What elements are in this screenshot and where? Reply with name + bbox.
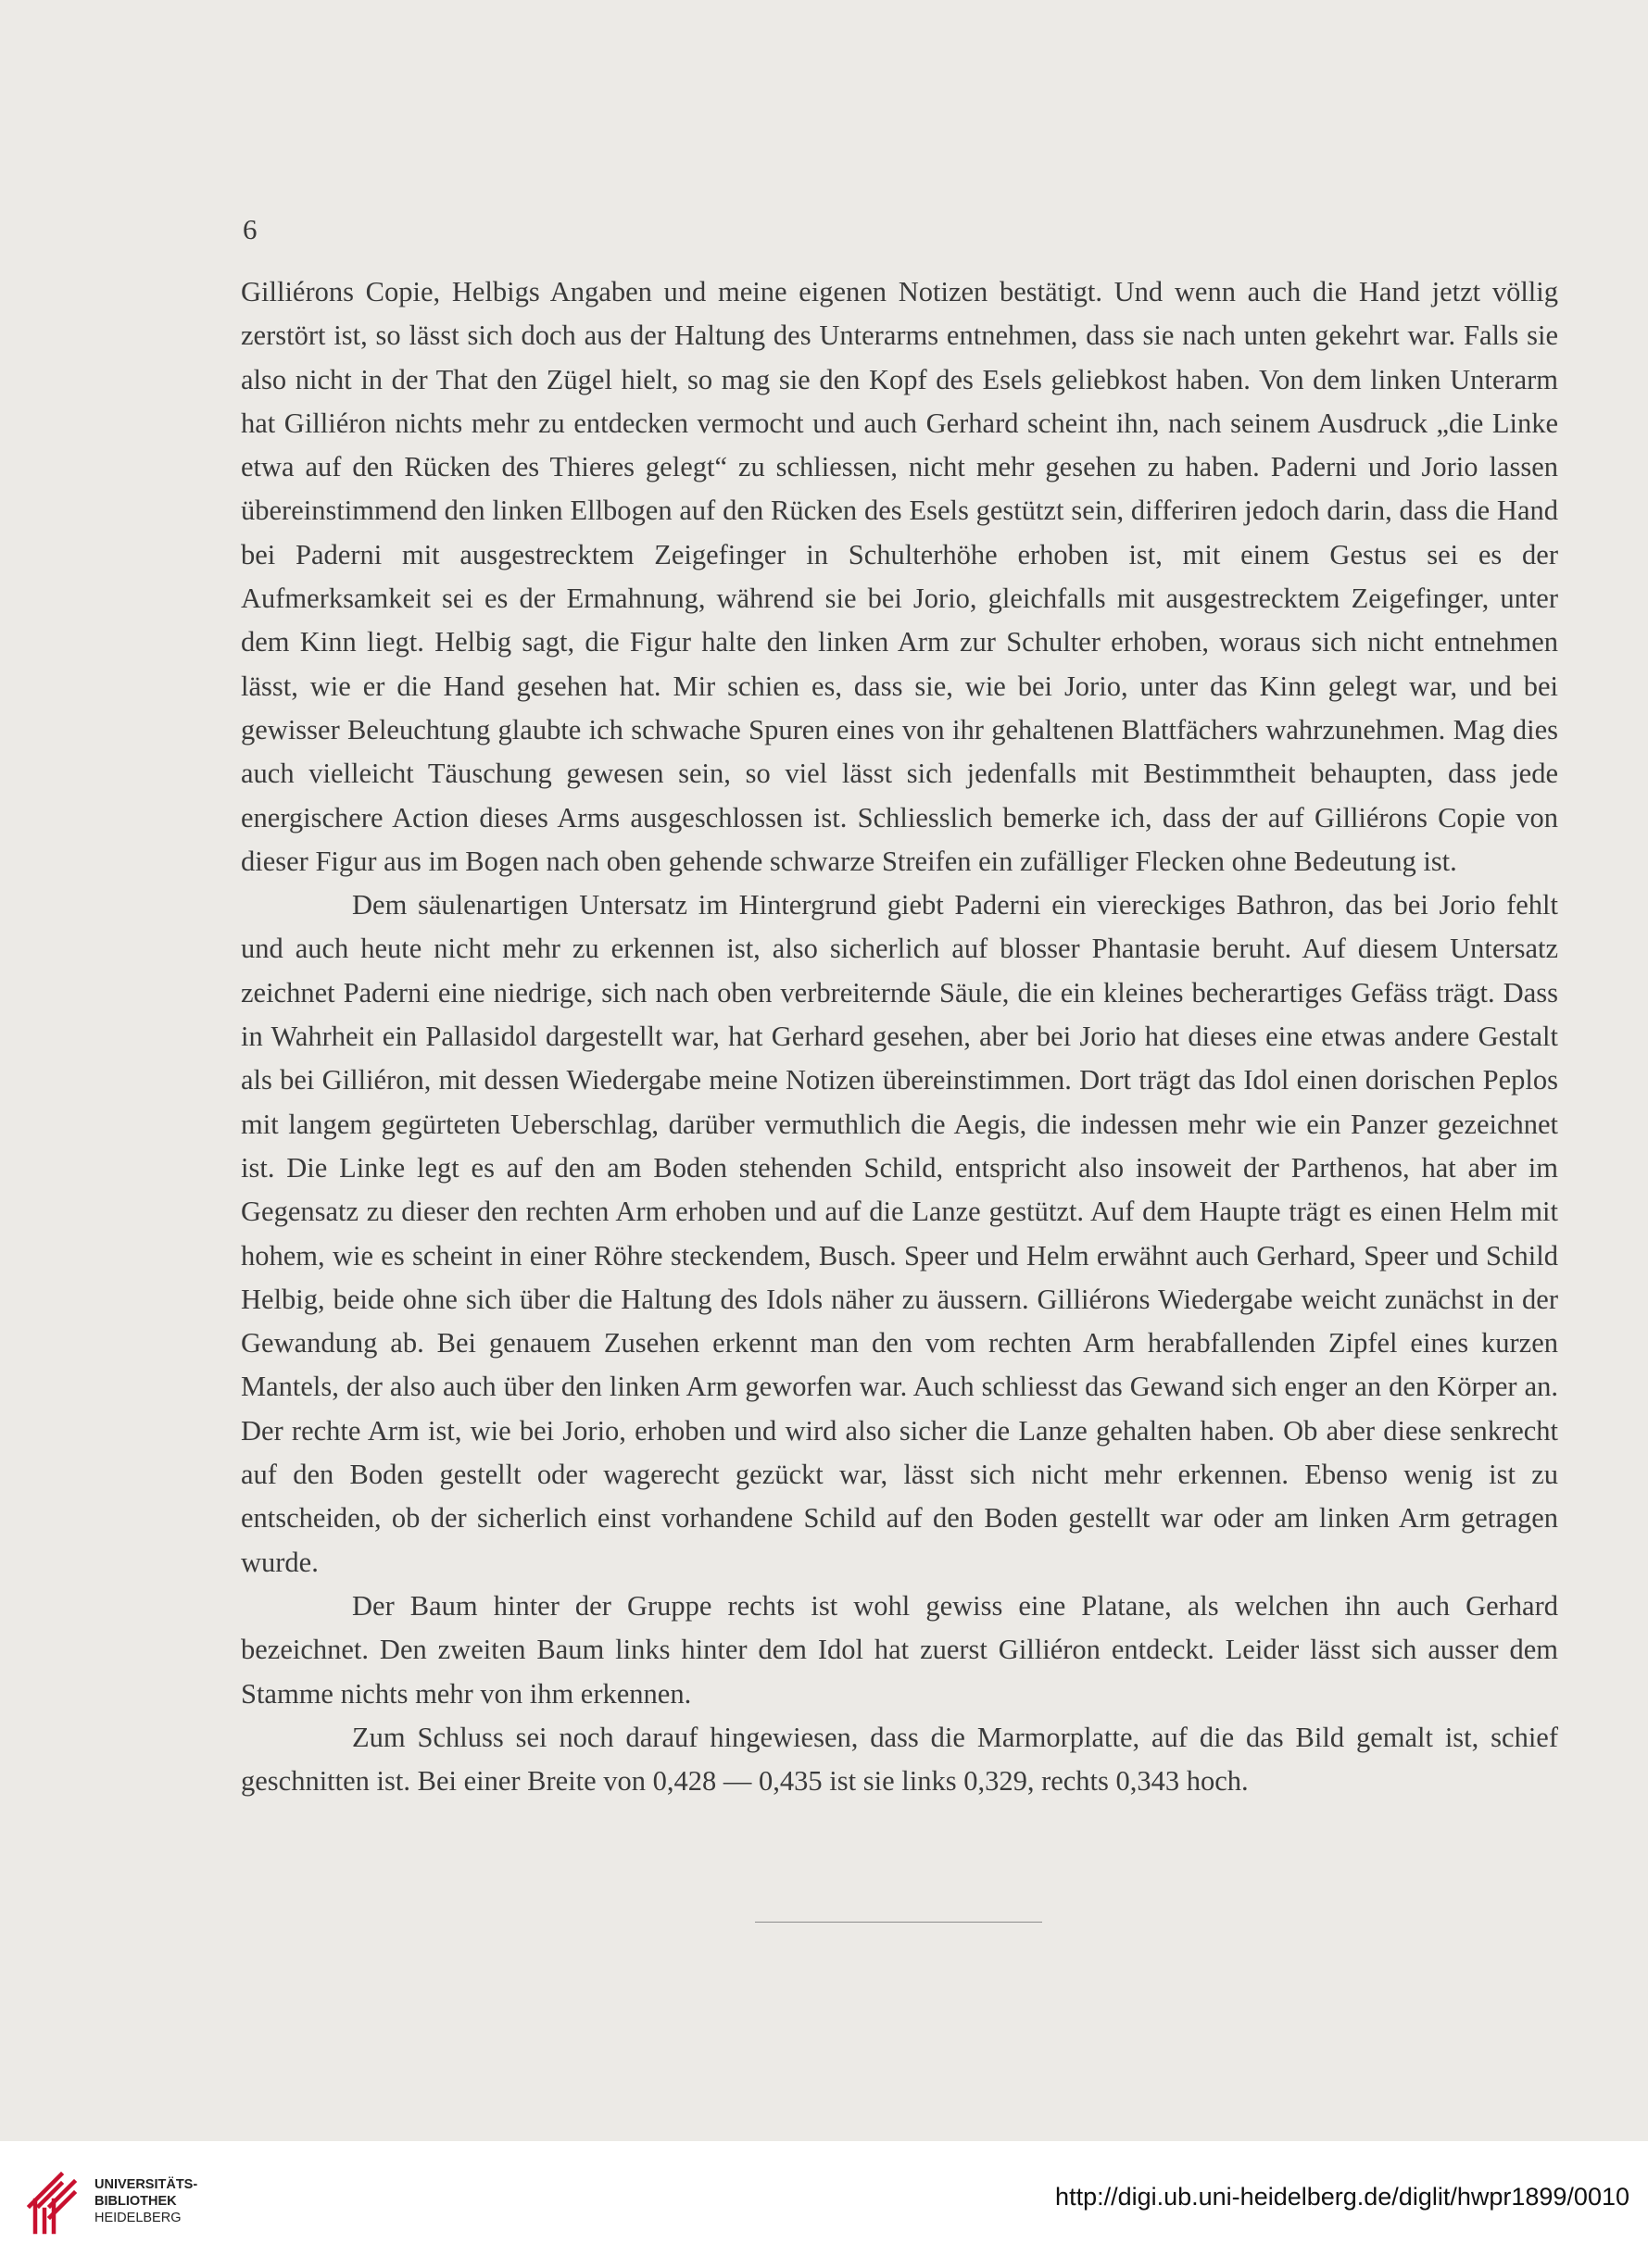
library-name-line-2: BIBLIOTHEK <box>94 2194 177 2209</box>
end-divider <box>755 1922 1042 1923</box>
paragraph-1: Gilliérons Copie, Helbigs Angaben und meine eigenen Notizen bestätigt. Und wenn auch die Hand jetzt völlig zerstört ist, so lässt sich doch aus der Haltung des Unterarms entnehmen, dass sie nach unten gekehrt war. Falls sie also nicht in der That den Zügel hielt, so mag sie den Kopf des Esels geliebkost haben. Von dem linken Unterarm hat Gilliéron nichts mehr zu entdecken vermocht und auch Gerhard scheint ihn, nach seinem Ausdruck „die Linke etwa auf den Rücken des Thieres gelegt“ zu schliessen, nicht mehr gesehen zu haben. Paderni und Jorio lassen übereinstimmend den linken Ellbogen auf den Rücken des Esels gestützt sein, differiren jedoch darin, dass die Hand bei Paderni mit ausgestrecktem Zeigefinger in Schulterhöhe erhoben ist, mit einem Gestus sei es der Aufmerksamkeit sei es der Ermahnung, während sie bei Jorio, gleichfalls mit ausgestrecktem Zeigefinger, unter dem Kinn liegt. Helbig sagt, die Figur halte den linken Arm zur Schulter erhoben, woraus sich nicht entnehmen lässt, wie er die Hand gesehen hat. Mir schien es, dass sie, wie bei Jorio, unter das Kinn gelegt war, und bei gewisser Beleuchtung glaubte ich schwache Spuren eines von ihr gehaltenen Blattfächers wahrzunehmen. Mag dies auch vielleicht Täuschung gewesen sein, so viel lässt sich jedenfalls mit Bestimmtheit behaupten, dass jede energischere Action dieses Arms ausgeschlossen ist. Schliesslich bemerke ich, dass der auf Gilliérons Copie von dieser Figur aus im Bogen nach oben gehende schwarze Streifen ein zufälliger Flecken ohne Bedeutung ist. <box>241 276 1558 877</box>
paragraph-4: Zum Schluss sei noch darauf hingewiesen, dass die Marmorplatte, auf die das Bild gemalt ist, schief geschnitten ist. Bei einer Breite von 0,428 — 0,435 ist sie links 0,329, rechts 0,343 hoch. <box>241 1721 1558 1798</box>
ub-heidelberg-logo-icon <box>24 2169 82 2237</box>
paragraph-2: Dem säulenartigen Untersatz im Hintergrund giebt Paderni ein viereckiges Bathron, das bei Jorio fehlt und auch heute nicht mehr zu erkennen ist, also sicherlich auf blosser Phantasie beruht. Auf diesem Untersatz zeichnet Paderni eine niedrige, sich nach oben verbreiternde Säule, die ein kleines becherartiges Gefäss trägt. Dass in Wahrheit ein Pallasidol dargestellt war, hat Gerhard gesehen, aber bei Jorio hat dieses eine etwas andere Gestalt als bei Gilliéron, mit dessen Wiedergabe meine Notizen übereinstimmen. Dort trägt das Idol einen dorischen Peplos mit langem gegürteten Ueberschlag, darüber vermuthlich die Aegis, die indessen mehr wie ein Panzer gezeichnet ist. Die Linke legt es auf den am Boden stehenden Schild, entspricht also insoweit der Parthenos, hat aber im Gegensatz zu dieser den rechten Arm erhoben und auf die Lanze gestützt. Auf dem Haupte trägt es einen Helm mit hohem, wie es scheint in einer Röhre steckendem, Busch. Speer und Helm erwähnt auch Gerhard, Speer und Schild Helbig, beide ohne sich über die Haltung des Idols näher zu äussern. Gilliérons Wiedergabe weicht zunächst in der Gewandung ab. Bei genauem Zusehen erkennt man den vom rechten Arm herabfallenden Zipfel eines kurzen Mantels, der also auch über den linken Arm geworfen war. Auch schliesst das Gewand sich enger an den Körper an. Der rechte Arm ist, wie bei Jorio, erhoben und wird also sicher die Lanze gehalten haben. Ob aber diese senkrecht auf den Boden gestellt oder wagerecht gezückt war, lässt sich nicht mehr erkennen. Ebenso wenig ist zu entscheiden, ob der sicherlich einst vorhandene Schild auf den Boden gestellt war oder am linken Arm getragen wurde. <box>241 889 1558 1578</box>
body-text <box>241 270 1558 1803</box>
source-url-link[interactable]: http://digi.ub.uni-heidelberg.de/diglit/hwpr1899/0010 <box>1055 2183 1629 2211</box>
footer-bar <box>0 2141 1648 2268</box>
library-name-line-1: UNIVERSITÄTS- <box>94 2177 198 2192</box>
paragraph-3: Der Baum hinter der Gruppe rechts ist wohl gewiss eine Platane, als welchen ihn auch Gerhard bezeichnet. Den zweiten Baum links hinter dem Idol hat zuerst Gilliéron entdeckt. Leider lässt sich ausser dem Stamme nichts mehr von ihm erkennen. <box>241 1589 1558 1710</box>
library-name <box>94 2176 197 2226</box>
page-number: 6 <box>243 213 258 245</box>
library-name-line-3: HEIDELBERG <box>94 2211 182 2225</box>
